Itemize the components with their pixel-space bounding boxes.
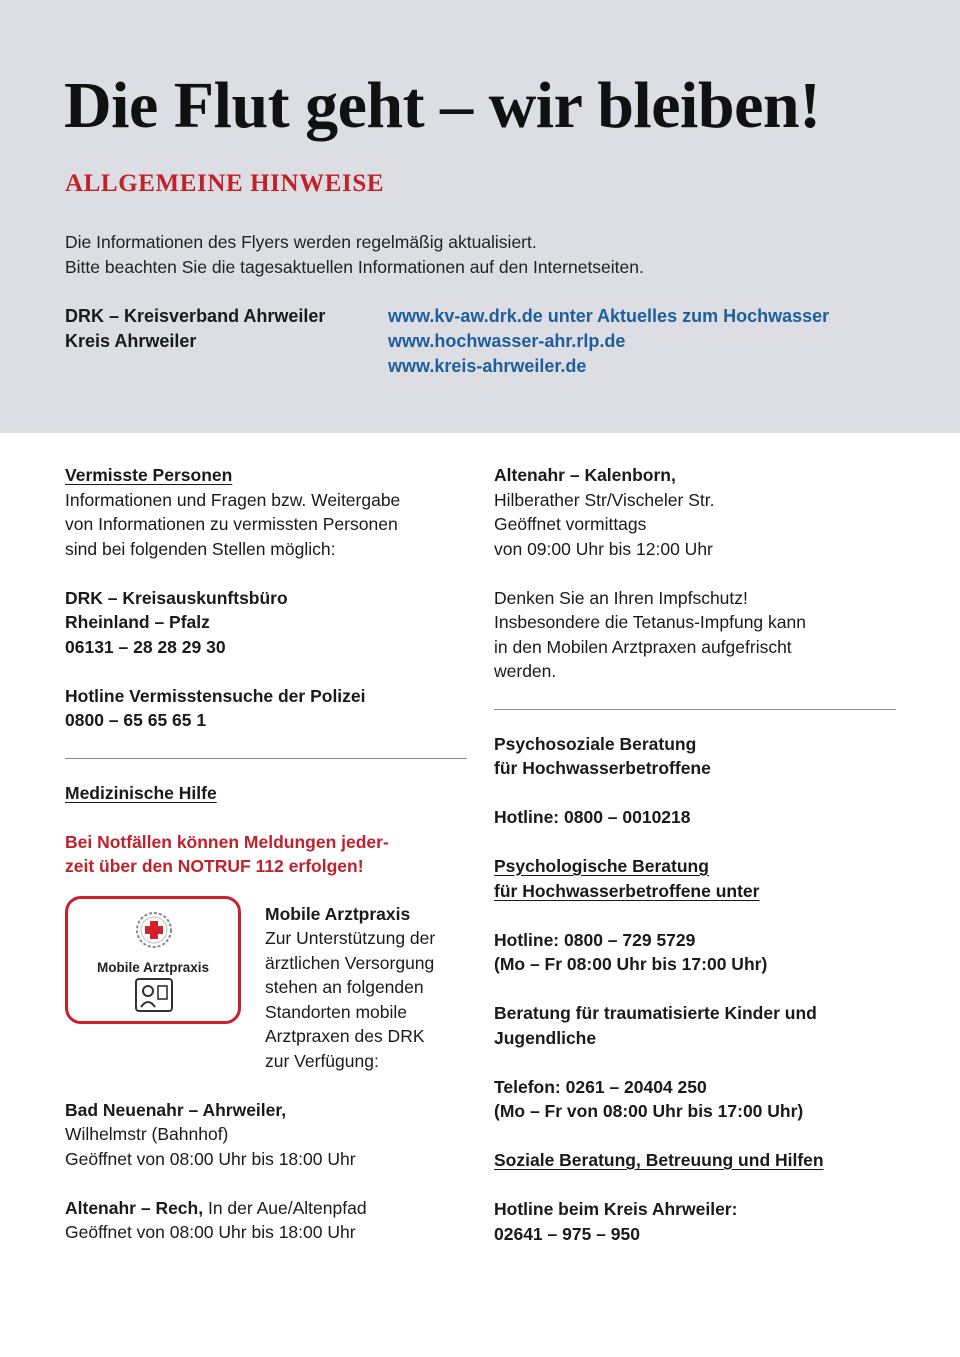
location-address: In der Aue/Altenpfad — [203, 1197, 367, 1218]
mobile-clinic-block — [65, 902, 467, 1074]
location-name: Altenahr – Kalenborn, — [494, 465, 676, 485]
section-subtitle: ALLGEMEINE HINWEISE — [65, 170, 385, 197]
trauma-hours: (Mo – Fr von 08:00 Uhr bis 17:00 Uhr) — [494, 1101, 804, 1121]
emergency-notice-line: Bei Notfällen können Meldungen jeder- — [65, 831, 389, 852]
mobile-clinic-line: zur Verfügung: — [265, 1050, 379, 1071]
organization-list — [65, 304, 325, 354]
website-links — [388, 304, 829, 379]
right-column — [494, 463, 896, 1246]
mobile-clinic-line: ärztlichen Versorgung — [265, 952, 435, 973]
mobile-clinic-line: Arztpraxen des DRK — [265, 1026, 425, 1046]
emergency-notice-line: zeit über den NOTRUF 112 erfolgen! — [65, 856, 364, 876]
drk-office-name: DRK – Kreisauskunftsbüro — [65, 587, 288, 608]
vaccination-line: Denken Sie an Ihren Impfschutz! — [494, 587, 748, 608]
left-column — [65, 463, 467, 1245]
mobile-clinic-title: Mobile Arztpraxis — [265, 903, 411, 924]
intro-line: Die Informationen des Flyers werden regelmäßig aktualisiert. — [65, 232, 537, 252]
trauma-phone: Telefon: 0261 – 20404 250 — [494, 1076, 707, 1097]
missing-text-line: von Informationen zu vermissten Personen — [65, 514, 398, 534]
psychosocial-hotline: Hotline: 0800 – 0010218 — [494, 807, 691, 827]
vaccination-line: werden. — [494, 661, 557, 681]
location-address: Hilberather Str/Vischeler Str. — [494, 489, 715, 510]
intro-text — [65, 230, 644, 280]
location-address: Wilhelmstr (Bahnhof) — [65, 1124, 229, 1144]
mobile-clinic-line: Zur Unterstützung der — [265, 928, 436, 948]
psychological-heading: für Hochwasserbetroffene unter — [494, 880, 760, 901]
kreis-hotline-phone: 02641 – 975 – 950 — [494, 1223, 640, 1244]
trauma-heading: Beratung für traumatisierte Kinder und — [494, 1003, 817, 1023]
medical-help-heading: Medizinische Hilfe — [65, 782, 217, 803]
missing-text-line: sind bei folgenden Stellen möglich: — [65, 538, 336, 559]
vaccination-line: in den Mobilen Arztpraxen aufgefrischt — [494, 636, 792, 657]
org-kreis: Kreis Ahrweiler — [65, 331, 197, 351]
mobile-clinic-line: stehen an folgenden — [265, 977, 424, 997]
location-hours: von 09:00 Uhr bis 12:00 Uhr — [494, 538, 713, 559]
drk-office-phone: 06131 – 28 28 29 30 — [65, 636, 226, 657]
trauma-heading: Jugendliche — [494, 1027, 597, 1048]
location-name: Bad Neuenahr – Ahrweiler, — [65, 1099, 287, 1120]
location-hours: Geöffnet von 08:00 Uhr bis 18:00 Uhr — [65, 1148, 356, 1169]
mobile-clinic-logo — [65, 896, 241, 1024]
police-hotline-label: Hotline Vermisstensuche der Polizei — [65, 685, 366, 706]
link-drk[interactable]: www.kv-aw.drk.de unter Aktuelles zum Hochwasser — [388, 306, 830, 326]
drk-office-region: Rheinland – Pfalz — [65, 612, 210, 632]
intro-line: Bitte beachten Sie die tagesaktuellen Informationen auf den Internetseiten. — [65, 257, 644, 277]
page-title: Die Flut geht – wir bleiben! — [64, 69, 821, 142]
psychological-hotline: Hotline: 0800 – 729 5729 — [494, 929, 696, 950]
header-panel — [0, 0, 960, 433]
psychosocial-heading: Psychosoziale Beratung — [494, 733, 697, 754]
doctor-icon — [68, 899, 238, 1021]
mobile-clinic-line: Standorten mobile — [265, 1001, 408, 1022]
logo-label: Mobile Arztpraxis — [96, 959, 210, 975]
social-heading: Soziale Beratung, Betreuung und Hilfen — [494, 1150, 824, 1170]
location-hours: Geöffnet von 08:00 Uhr bis 18:00 Uhr — [65, 1222, 356, 1242]
location-open: Geöffnet vormittags — [494, 514, 647, 534]
location-name: Altenahr – Rech, — [65, 1197, 204, 1218]
org-drk: DRK – Kreisverband Ahrweiler — [65, 306, 326, 326]
police-hotline-phone: 0800 – 65 65 65 1 — [65, 710, 207, 730]
missing-persons-heading: Vermisste Personen — [65, 465, 233, 485]
missing-text-line: Informationen und Fragen bzw. Weitergabe — [65, 489, 401, 510]
psychosocial-heading: für Hochwasserbetroffene — [494, 758, 711, 778]
psychological-hours: (Mo – Fr 08:00 Uhr bis 17:00 Uhr) — [494, 954, 768, 974]
link-kreis[interactable]: www.kreis-ahrweiler.de — [388, 356, 587, 376]
psychological-heading: Psychologische Beratung — [494, 856, 709, 876]
kreis-hotline-label: Hotline beim Kreis Ahrweiler: — [494, 1199, 738, 1219]
location-line — [65, 1196, 467, 1221]
mobile-clinic-text — [265, 902, 467, 1074]
link-hochwasser[interactable]: www.hochwasser-ahr.rlp.de — [388, 331, 626, 351]
vaccination-line: Insbesondere die Tetanus-Impfung kann — [494, 612, 806, 632]
